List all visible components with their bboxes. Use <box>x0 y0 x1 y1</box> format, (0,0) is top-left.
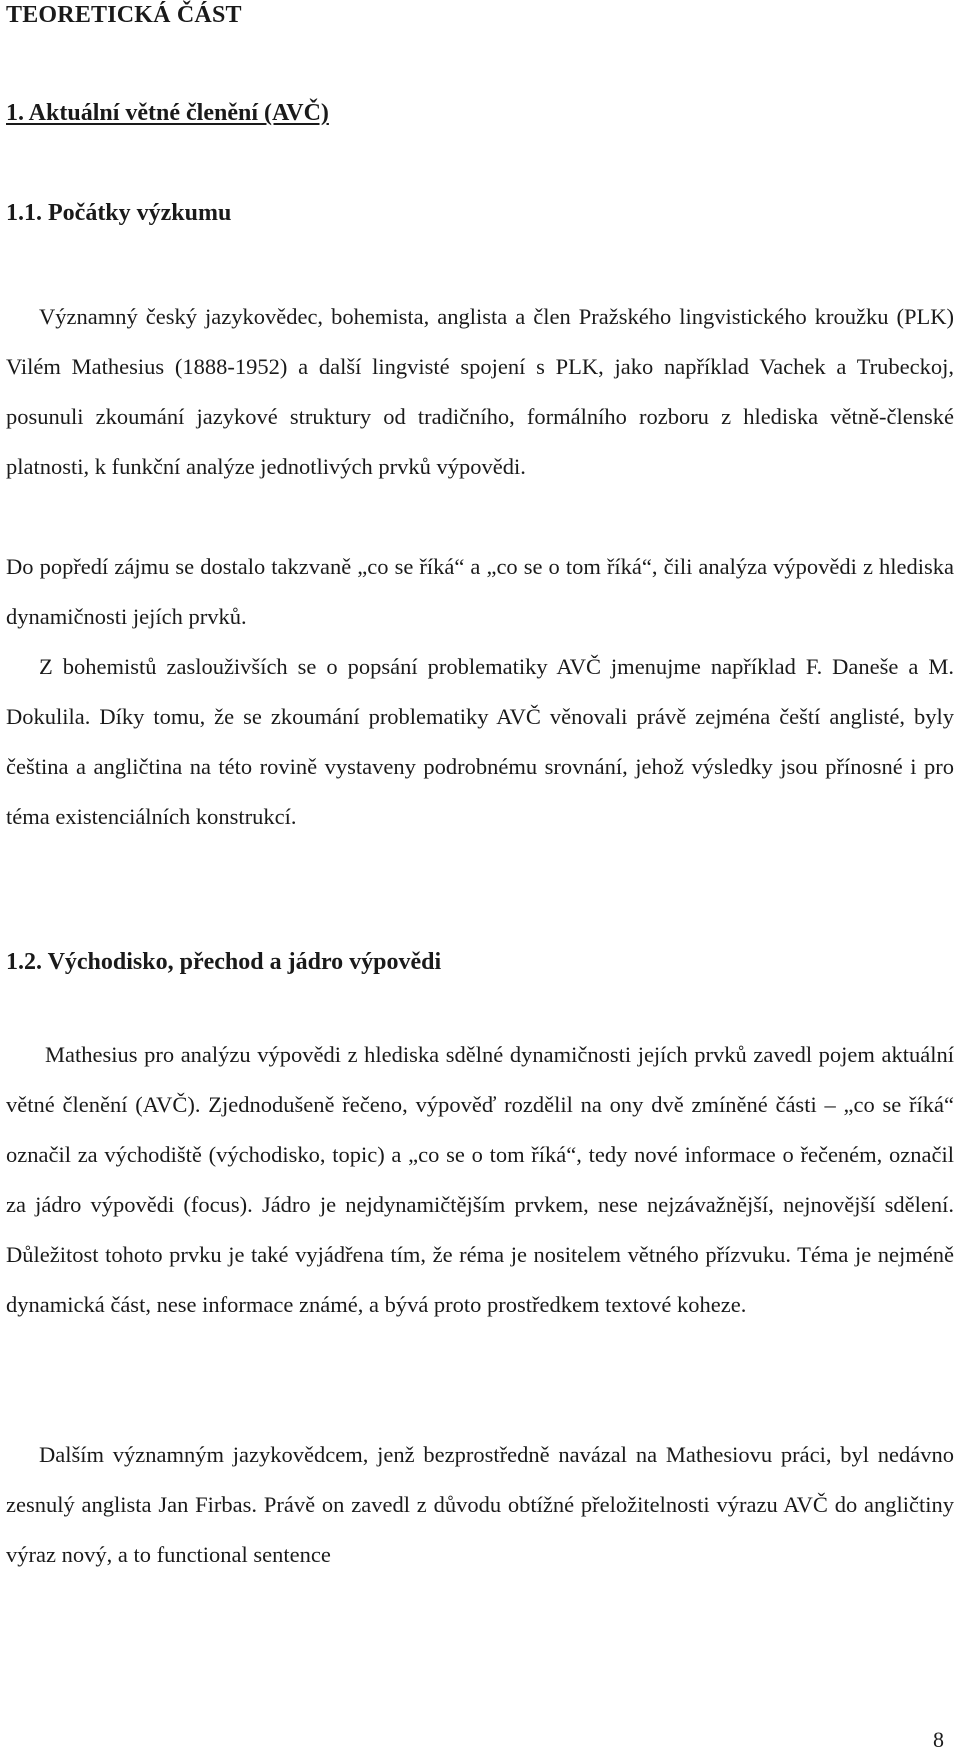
paragraph-2: Do popředí zájmu se dostalo takzvaně „co se říká“ a „co se o tom říká“, čili analýza výpovědi z hlediska dynamičnosti jejích prvků. <box>6 554 954 629</box>
section-heading-1-1: 1.1. Počátky výzkumu <box>6 200 232 226</box>
document-page <box>6 0 954 1763</box>
chapter-heading: 1. Aktuální větné členění (AVČ) <box>6 100 329 126</box>
paragraph-3: Z bohemistů zaslouživších se o popsání problematiky AVČ jmenujme například F. Daneše a M. Dokulila. Díky tomu, že se zkoumání problematiky AVČ věnovali právě zejména čeští anglisté, byly čeština a angličtina na této rovině vystaveny podrobnému srovnání, jehož výsledky jsou přínosné i pro téma existenciálních konstrukcí. <box>6 654 954 829</box>
paragraph-5: Dalším významným jazykovědcem, jenž bezprostředně navázal na Mathesiovu práci, byl nedávno zesnulý anglista Jan Firbas. Právě on zavedl z důvodu obtížné přeložitelnosti výrazu AVČ do angličtiny výraz nový, a to functional sentence <box>6 1442 954 1567</box>
part-heading: TEORETICKÁ ČÁST <box>6 2 242 28</box>
section-heading-1-2: 1.2. Východisko, přechod a jádro výpovědi <box>6 949 442 975</box>
page-number: 8 <box>933 1727 944 1752</box>
paragraph-4: Mathesius pro analýzu výpovědi z hlediska sdělné dynamičnosti jejích prvků zavedl pojem aktuální větné členění (AVČ). Zjednodušeně řečeno, výpověď rozdělil na ony dvě zmíněné části – „co se říká“ označil za východiště (východisko, topic) a „co se o tom říká“, tedy nové informace o řečeném, označil za jádro výpovědi (focus). Jádro je nejdynamičtějším prvkem, nese nejzávažnější, nejnovější sdělení. Důležitost tohoto prvku je také vyjádřena tím, že réma je nositelem větného přízvuku. Téma je nejméně dynamická část, nese informace známé, a bývá proto prostředkem textové koheze. <box>6 1042 954 1317</box>
paragraph-1: Významný český jazykovědec, bohemista, anglista a člen Pražského lingvistického kroužku (PLK) Vilém Mathesius (1888-1952) a další lingvisté spojení s PLK, jako například Vachek a Trubeckoj, posunuli zkoumání jazykové struktury od tradičního, formálního rozboru z hlediska větně-členské platnosti, k funkční analýze jednotlivých prvků výpovědi. <box>6 304 954 479</box>
